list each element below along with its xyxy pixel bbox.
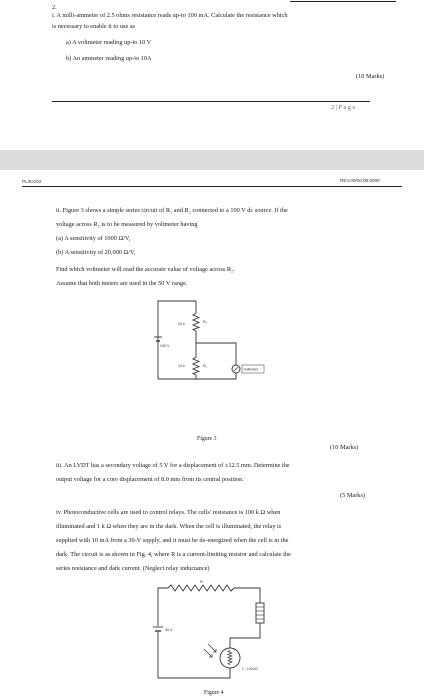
question-ii-option-b: (b) A sensitivity of 20,000 Ω/V, [56,249,136,256]
question-ii-find: Find which voltmeter will read the accurate value of voltage across R₂. [56,266,235,273]
figure-3-r1-value: 10 k [178,322,185,326]
header-rule [22,186,402,187]
question-i-option-a: a) A voltmeter reading up-to 10 V [66,39,152,46]
question-i-line-1: i. A milli-ammeter of 2.5 ohms resistance reads up-to 100 mA. Calculate the resistance which [52,12,288,19]
figure-3-caption: Figure 3 [197,436,217,442]
figure-4-supply-label: 30 V [165,628,173,632]
page-number: 2 | P a g e [331,104,356,111]
question-iv-line-5: series resistance and dark current. (Neglect relay inductance) [56,565,210,572]
figure-3-source-label: 100 V [160,344,170,348]
figure-3-r1-name: R₁ [203,320,208,324]
figure-4-caption: Figure 4 [204,690,224,696]
question-ii-assume: Assume that both meters are used in the 50 V range. [56,280,188,287]
figure-3-r2-value: 10 k [178,364,185,368]
figure-4-circuit [150,578,280,684]
revision-code: REV.00/00.00.0000 [340,178,380,183]
footer-rule [52,101,370,102]
question-i-line-2: is necessary to enable it to use as [52,23,136,30]
page-top-rule [290,1,396,2]
question-iv-line-2: illuminated and 1 k Ω when they are in the dark. When the cell is illuminated, the relay is [56,523,282,530]
question-ii-marks: (10 Marks) [330,444,359,451]
question-iv-line-3: supplied with 10 mA from a 30-V supply, and it must be de-energized when the cell is in the [56,537,289,544]
question-ii-line-1: ii. Figure 3 shows a simple series circuit of R₁ and R₂ connected to a 100 V dc source. If the [56,207,288,214]
figure-3-r2-name: R₂ [203,364,208,368]
question-number: 2. [52,4,57,11]
question-iii-line-2: output voltage for a core displacement of 8.0 mm from its central position. [56,476,244,483]
question-iv-line-1: iv. Photoconductive cells are used to control relays. The cells' resistance is 100 k Ω when [56,509,281,516]
figure-3-voltmeter-label: Voltmeter [243,367,259,372]
document-code: PL/EX/02 [22,179,42,184]
question-ii-option-a: (a) A sensitivity of 1000 Ω/V, [56,235,131,242]
figure-4-cell-label: 1 - 100 kΩ [242,667,258,671]
question-iii-marks: (5 Marks) [340,492,366,499]
figure-3-circuit [146,293,266,397]
figure-4-relay [256,603,264,623]
question-iii-line-1: iii. An LVDT has a secondary voltage of 5 V for a displacement of ±12.5 mm. Determine the [56,462,290,469]
figure-4-r-label: R [200,580,203,584]
question-iv-line-4: dark. The circuit is as shown in Fig. 4, where R is a current-limiting resistor and calculate the [56,551,291,558]
question-i-marks: (10 Marks) [356,73,385,80]
question-i-option-b: b) An ammeter reading up-to 10A [66,55,152,62]
page-break [0,150,424,170]
question-ii-line-2: voltage across R₂ is to be measured by voltmeter having [56,221,198,228]
